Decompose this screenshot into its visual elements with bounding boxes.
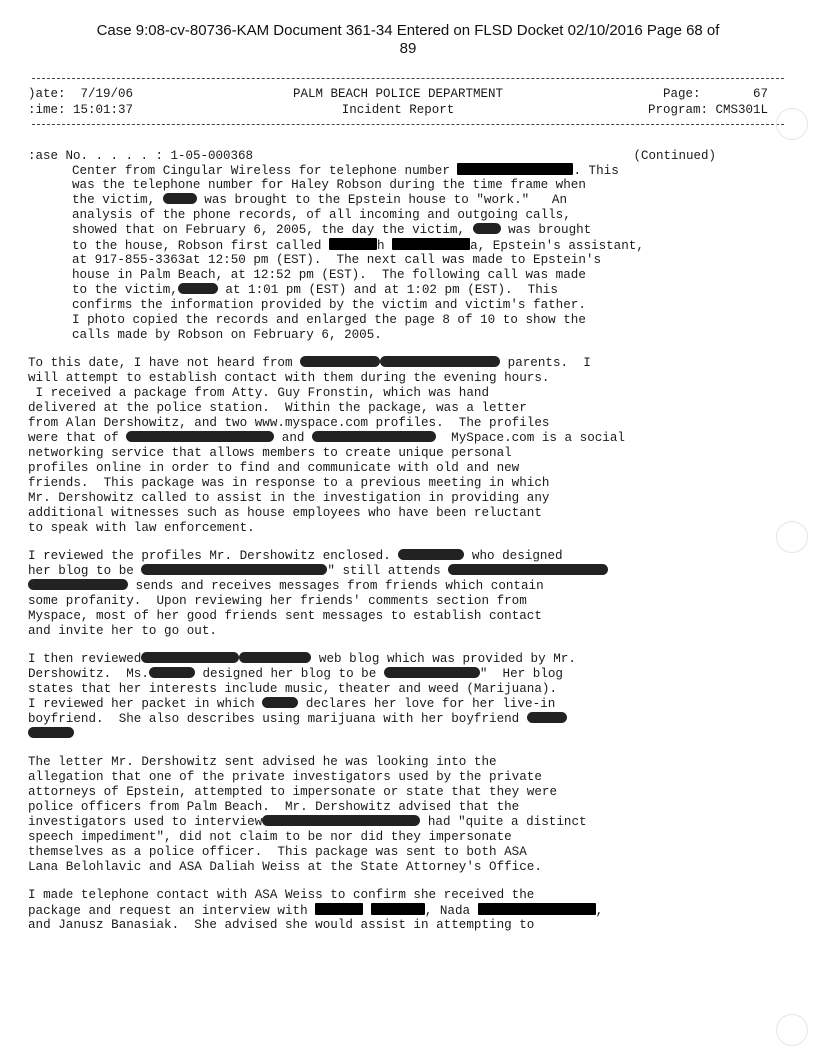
- line-text: Mr. Dershowitz called to assist in the investigation in providing any: [28, 491, 550, 505]
- line-text: and Janusz Banasiak. She advised she would assist in attempting to: [28, 918, 535, 932]
- redaction-bar: [457, 163, 573, 175]
- line-text: networking service that allows members to create unique personal: [28, 446, 512, 460]
- line-text: house in Palm Beach, at 12:52 pm (EST). The following call was made: [72, 268, 586, 282]
- report-line: [28, 223, 768, 238]
- redaction-smudge: [141, 564, 327, 575]
- line-text: . This: [573, 164, 619, 178]
- line-text: her blog to be: [28, 564, 142, 578]
- line-text: [363, 904, 371, 918]
- report-line: [28, 163, 768, 178]
- line-text: boyfriend. She also describes using marijuana with her boyfriend: [28, 712, 527, 726]
- redaction-smudge: [312, 431, 436, 442]
- report-time: :ime: 15:01:37: [28, 103, 134, 117]
- report-program: Program: CMS301L: [647, 103, 768, 117]
- report-line: [28, 476, 768, 491]
- line-text: friends. This package was in response to a previous meeting in which: [28, 476, 550, 490]
- redaction-smudge: [163, 193, 197, 204]
- line-text: and: [274, 431, 313, 445]
- line-text: had "quite a distinct: [420, 815, 587, 829]
- report-line: [28, 416, 768, 431]
- line-text: I reviewed the profiles Mr. Dershowitz enclosed.: [28, 549, 399, 563]
- line-text: To this date, I have not heard from: [28, 356, 301, 370]
- report-line: [28, 313, 768, 328]
- line-text: declares her love for her live-in: [298, 697, 556, 711]
- report-line: [28, 431, 768, 446]
- line-text: the victim,: [72, 193, 163, 207]
- margin-scan-mark: [776, 108, 808, 140]
- line-text: I then reviewed: [28, 652, 142, 666]
- line-text: parents. I: [500, 356, 591, 370]
- line-text: investigators used to interview: [28, 815, 263, 829]
- report-line: [28, 506, 768, 521]
- line-text: showed that on February 6, 2005, the day the victim,: [72, 223, 473, 237]
- margin-scan-mark: [776, 1014, 808, 1046]
- report-line: [28, 461, 768, 476]
- line-text: " still attends: [327, 564, 449, 578]
- line-text: I received a package from Atty. Guy Fronstin, which was hand: [28, 386, 490, 400]
- report-line: [28, 800, 768, 815]
- line-text: The letter Mr. Dershowitz sent advised he was looking into the: [28, 755, 497, 769]
- line-text: some profanity. Upon reviewing her friends' comments section from: [28, 594, 527, 608]
- report-line: [28, 193, 768, 208]
- report-line: [28, 371, 768, 386]
- paragraph-gap: [28, 343, 768, 356]
- report-line: [28, 845, 768, 860]
- report-line: [28, 609, 768, 624]
- redaction-smudge: [262, 697, 298, 708]
- redaction-bar: [371, 903, 425, 915]
- line-text: speech impediment", did not claim to be nor did they impersonate: [28, 830, 512, 844]
- line-text: ,: [595, 904, 604, 918]
- report-line: [28, 888, 768, 903]
- report-line: [28, 521, 768, 536]
- report-type: Incident Report: [341, 103, 455, 117]
- report-paragraph: [28, 755, 768, 875]
- line-text: Center from Cingular Wireless for telephone number: [72, 164, 458, 178]
- report-line: [28, 667, 768, 682]
- line-text: was the telephone number for Haley Robson during the time frame when: [72, 178, 586, 192]
- report-body: [28, 163, 768, 933]
- paragraph-gap: [28, 536, 768, 549]
- report-line: [28, 815, 768, 830]
- court-filing-header: [0, 22, 816, 58]
- redaction-smudge: [398, 549, 464, 560]
- redaction-smudge: [28, 579, 128, 590]
- report-line: [28, 755, 768, 770]
- margin-scan-mark: [776, 521, 808, 553]
- court-filing-header-line2: 89: [399, 40, 417, 57]
- line-text: states that her interests include music, theater and weed (Marijuana).: [28, 682, 558, 696]
- report-line: [28, 401, 768, 416]
- line-text: sends and receives messages from friends which contain: [128, 579, 544, 593]
- report-line: [28, 564, 768, 579]
- redaction-smudge: [527, 712, 567, 723]
- line-text: who designed: [464, 549, 563, 563]
- report-line: [28, 903, 768, 918]
- redaction-bar: [478, 903, 596, 915]
- redaction-smudge: [380, 356, 500, 367]
- header-top-rule: [32, 78, 784, 79]
- redaction-smudge: [262, 815, 420, 826]
- line-text: I made telephone contact with ASA Weiss to confirm she received the: [28, 888, 535, 902]
- report-paragraph: [28, 888, 768, 933]
- report-date: )ate: 7/19/06: [28, 87, 134, 101]
- line-text: profiles online in order to find and communicate with old and new: [28, 461, 520, 475]
- redaction-smudge: [149, 667, 195, 678]
- line-text: Lana Belohlavic and ASA Daliah Weiss at the State Attorney's Office.: [28, 860, 542, 874]
- report-line: [28, 624, 768, 639]
- header-bottom-rule: [32, 124, 784, 125]
- redaction-smudge: [178, 283, 218, 294]
- line-text: I reviewed her packet in which: [28, 697, 263, 711]
- report-line: [28, 268, 768, 283]
- redaction-smudge: [28, 727, 74, 738]
- redaction-smudge: [448, 564, 608, 575]
- line-text: web blog which was provided by Mr.: [311, 652, 576, 666]
- report-line: [28, 697, 768, 712]
- line-text: h: [376, 239, 393, 253]
- report-line: [28, 682, 768, 697]
- redaction-smudge: [141, 652, 239, 663]
- report-paragraph: [28, 652, 768, 742]
- court-filing-header-line1: Case 9:08-cv-80736-KAM Document 361-34 Entered on FLSD Docket 02/10/2016 Page 68 of: [96, 22, 720, 39]
- line-text: from Alan Dershowitz, and two www.myspace.com profiles. The profiles: [28, 416, 550, 430]
- line-text: to speak with law enforcement.: [28, 521, 255, 535]
- line-text: designed her blog to be: [194, 667, 384, 681]
- report-line: [28, 386, 768, 401]
- report-line: [28, 918, 768, 933]
- report-line: [28, 785, 768, 800]
- line-text: was brought: [500, 223, 592, 237]
- report-page: Page: 67: [662, 87, 768, 101]
- report-line: [28, 208, 768, 223]
- line-text: confirms the information provided by the victim and victim's father.: [72, 298, 586, 312]
- line-text: allegation that one of the private investigators used by the private: [28, 770, 542, 784]
- redaction-bar: [315, 903, 363, 915]
- line-text: a, Epstein's assistant,: [470, 239, 644, 253]
- line-text: attorneys of Epstein, attempted to impersonate or state that they were: [28, 785, 558, 799]
- paragraph-gap: [28, 742, 768, 755]
- line-text: at 1:01 pm (EST) and at 1:02 pm (EST). This: [217, 283, 558, 297]
- continued-label: (Continued): [633, 149, 716, 163]
- report-line: [28, 446, 768, 461]
- report-line: [28, 298, 768, 313]
- report-paragraph: [28, 356, 768, 536]
- report-paragraph: [28, 163, 768, 343]
- redaction-smudge: [300, 356, 380, 367]
- redaction-smudge: [126, 431, 274, 442]
- report-line: [28, 579, 768, 594]
- line-text: and invite her to go out.: [28, 624, 217, 638]
- line-text: police officers from Palm Beach. Mr. Dershowitz advised that the: [28, 800, 520, 814]
- line-text: I photo copied the records and enlarged the page 8 of 10 to show the: [72, 313, 586, 327]
- report-line: [28, 712, 768, 727]
- redaction-bar: [392, 238, 470, 250]
- case-number: :ase No. . . . . : 1-05-000368: [28, 149, 254, 163]
- department-name: PALM BEACH POLICE DEPARTMENT: [292, 87, 504, 101]
- line-text: calls made by Robson on February 6, 2005.: [72, 328, 382, 342]
- report-line: [28, 491, 768, 506]
- report-line: [28, 727, 768, 742]
- line-text: to the house, Robson first called: [72, 239, 329, 253]
- line-text: at 917-855-3363at 12:50 pm (EST). The next call was made to Epstein's: [72, 253, 602, 267]
- line-text: MySpace.com is a social: [436, 431, 625, 445]
- report-line: [28, 594, 768, 609]
- line-text: , Nada: [424, 904, 478, 918]
- line-text: to the victim,: [72, 283, 178, 297]
- redaction-smudge: [473, 223, 501, 234]
- report-line: [28, 860, 768, 875]
- report-line: [28, 253, 768, 268]
- report-line: [28, 770, 768, 785]
- line-text: delivered at the police station. Within the package, was a letter: [28, 401, 527, 415]
- paragraph-gap: [28, 875, 768, 888]
- line-text: package and request an interview with: [28, 904, 316, 918]
- redaction-smudge: [239, 652, 311, 663]
- report-line: [28, 283, 768, 298]
- report-line: [28, 652, 768, 667]
- line-text: will attempt to establish contact with them during the evening hours.: [28, 371, 550, 385]
- report-line: [28, 356, 768, 371]
- line-text: was brought to the Epstein house to "work." An: [196, 193, 568, 207]
- line-text: were that of: [28, 431, 127, 445]
- line-text: additional witnesses such as house employees who have been reluctant: [28, 506, 542, 520]
- redaction-bar: [329, 238, 377, 250]
- report-line: [28, 238, 768, 253]
- line-text: Myspace, most of her good friends sent messages to establish contact: [28, 609, 542, 623]
- line-text: themselves as a police officer. This package was sent to both ASA: [28, 845, 527, 859]
- report-paragraph: [28, 549, 768, 639]
- line-text: analysis of the phone records, of all incoming and outgoing calls,: [72, 208, 571, 222]
- report-line: [28, 549, 768, 564]
- report-line: [28, 830, 768, 845]
- report-line: [28, 328, 768, 343]
- redaction-smudge: [384, 667, 480, 678]
- report-line: [28, 178, 768, 193]
- paragraph-gap: [28, 639, 768, 652]
- line-text: " Her blog: [479, 667, 563, 681]
- line-text: Dershowitz. Ms.: [28, 667, 149, 681]
